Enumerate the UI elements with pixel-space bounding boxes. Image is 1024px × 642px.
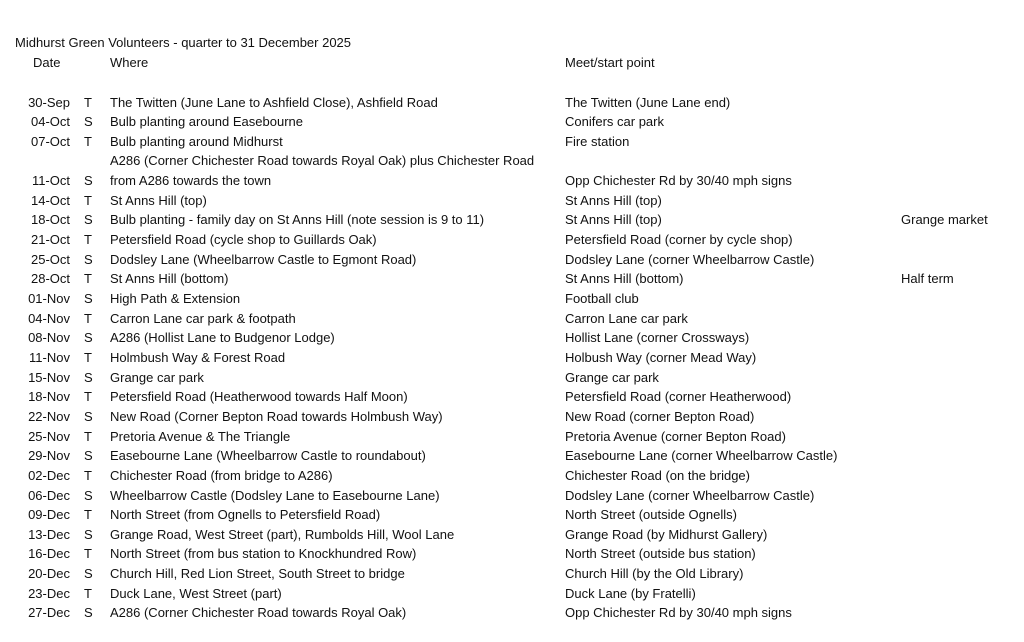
table-row bbox=[0, 468, 1024, 488]
date-cell: 11-Oct bbox=[31, 173, 70, 189]
date-cell: 09-Dec bbox=[28, 507, 70, 523]
date-cell: 27-Dec bbox=[28, 605, 70, 621]
day-cell: S bbox=[84, 114, 93, 130]
where-cell: Bulb planting around Midhurst bbox=[110, 133, 283, 149]
day-cell: S bbox=[84, 448, 93, 464]
where-cell: Petersfield Road (cycle shop to Guillards Oak) bbox=[110, 232, 377, 248]
meet-point-cell: Petersfield Road (corner Heatherwood) bbox=[565, 389, 792, 405]
date-cell: 04-Oct bbox=[30, 114, 70, 130]
where-cell: Petersfield Road (Heatherwood towards Half Moon) bbox=[110, 389, 408, 405]
table-row bbox=[0, 173, 1024, 193]
table-row bbox=[0, 605, 1024, 625]
day-cell: T bbox=[84, 94, 92, 110]
date-cell: 14-Oct bbox=[30, 192, 70, 208]
meet-point-cell: New Road (corner Bepton Road) bbox=[565, 408, 755, 424]
day-cell: S bbox=[84, 173, 93, 189]
meet-point-cell: St Anns Hill (top) bbox=[565, 192, 662, 208]
meet-point-cell: Grange car park bbox=[565, 369, 659, 385]
day-cell: T bbox=[84, 389, 92, 405]
where-header: Where bbox=[110, 55, 149, 70]
meet-point-cell: North Street (outside Ognells) bbox=[565, 507, 737, 523]
meet-point-cell: Dodsley Lane (corner Wheelbarrow Castle) bbox=[565, 251, 815, 267]
where-cell: Easebourne Lane (Wheelbarrow Castle to roundabout) bbox=[110, 448, 426, 464]
day-cell: T bbox=[84, 133, 92, 149]
day-cell: S bbox=[84, 408, 93, 424]
where-cell: High Path & Extension bbox=[110, 291, 241, 306]
meet-point-cell: Grange Road (by Midhurst Gallery) bbox=[565, 526, 768, 542]
meet-point-cell: Easebourne Lane (corner Wheelbarrow Castle) bbox=[565, 448, 838, 464]
where-cell: The Twitten (June Lane to Ashfield Close), Ashfield Road bbox=[110, 94, 438, 110]
meet-point-cell: North Street (outside bus station) bbox=[565, 546, 756, 562]
date-cell: 18-Nov bbox=[28, 389, 70, 405]
table-row bbox=[0, 271, 1024, 291]
date-cell: 11-Nov bbox=[29, 349, 70, 365]
day-cell: S bbox=[84, 526, 93, 542]
where-cell: Carron Lane car park & footpath bbox=[110, 310, 296, 326]
date-cell: 25-Nov bbox=[28, 428, 70, 444]
meet-point-cell: St Anns Hill (top) bbox=[565, 212, 662, 228]
where-cell: North Street (from Ognells to Petersfield Road) bbox=[110, 507, 381, 523]
date-cell: 20-Dec bbox=[28, 566, 70, 582]
date-cell: 16-Dec bbox=[28, 546, 70, 562]
meet-point-cell: Football club bbox=[565, 291, 639, 306]
meet-point-cell: Petersfield Road (corner by cycle shop) bbox=[565, 232, 793, 248]
meet-header: Meet/start point bbox=[565, 55, 655, 70]
date-cell: 13-Dec bbox=[28, 526, 70, 542]
meet-point-cell: Chichester Road (on the bridge) bbox=[565, 467, 750, 483]
meet-point-cell: Pretoria Avenue (corner Bepton Road) bbox=[565, 428, 786, 444]
meet-point-cell: Dodsley Lane (corner Wheelbarrow Castle) bbox=[565, 487, 815, 503]
date-cell: 02-Dec bbox=[28, 467, 70, 483]
table-row bbox=[0, 252, 1024, 272]
note-cell: Grange market bbox=[901, 212, 988, 228]
date-cell: 25-Oct bbox=[30, 251, 70, 267]
date-cell: 28-Oct bbox=[30, 271, 70, 287]
table-row bbox=[0, 566, 1024, 586]
table-row bbox=[0, 134, 1024, 154]
date-cell: 30-Sep bbox=[28, 94, 70, 110]
table-row bbox=[0, 409, 1024, 429]
day-cell: T bbox=[84, 507, 92, 523]
meet-point-cell: Duck Lane (by Fratelli) bbox=[565, 585, 696, 601]
table-row bbox=[0, 330, 1024, 350]
where-cell: St Anns Hill (top) bbox=[110, 192, 207, 208]
day-cell: S bbox=[84, 566, 93, 582]
table-row bbox=[0, 114, 1024, 134]
day-cell: T bbox=[84, 271, 92, 287]
meet-point-cell: Church Hill (by the Old Library) bbox=[565, 566, 744, 582]
table-row bbox=[0, 527, 1024, 547]
where-cell: Grange car park bbox=[110, 369, 204, 385]
where-cell: A286 (Corner Chichester Road towards Royal Oak) bbox=[110, 605, 407, 621]
table-row bbox=[0, 507, 1024, 527]
day-cell: T bbox=[84, 349, 92, 365]
date-cell: 07-Oct bbox=[30, 133, 70, 149]
day-cell: T bbox=[84, 467, 92, 483]
table-row bbox=[0, 311, 1024, 331]
day-cell: T bbox=[84, 232, 92, 248]
where-cell: North Street (from bus station to Knockhundred Row) bbox=[110, 546, 417, 562]
where-cell: Pretoria Avenue & The Triangle bbox=[110, 428, 291, 444]
day-cell: T bbox=[84, 192, 92, 208]
day-cell: T bbox=[84, 310, 92, 326]
table-row bbox=[0, 429, 1024, 449]
date-header: Date bbox=[33, 55, 61, 70]
table-row bbox=[0, 193, 1024, 213]
meet-point-cell: Opp Chichester Rd by 30/40 mph signs bbox=[565, 173, 792, 189]
date-cell: 22-Nov bbox=[28, 408, 70, 424]
meet-point-cell: Conifers car park bbox=[565, 114, 664, 130]
where-cell: Grange Road, West Street (part), Rumbolds Hill, Wool Lane bbox=[110, 526, 455, 542]
where-cell: from A286 towards the town bbox=[110, 173, 272, 189]
day-cell: S bbox=[84, 330, 93, 346]
table-row bbox=[0, 153, 1024, 173]
table-row bbox=[0, 586, 1024, 606]
table-row bbox=[0, 350, 1024, 370]
meet-point-cell: The Twitten (June Lane end) bbox=[565, 94, 731, 110]
where-cell: New Road (Corner Bepton Road towards Holmbush Way) bbox=[110, 408, 443, 424]
table-row bbox=[0, 448, 1024, 468]
table-row bbox=[0, 95, 1024, 115]
day-cell: S bbox=[84, 487, 93, 503]
where-cell: Chichester Road (from bridge to A286) bbox=[110, 467, 333, 483]
table-row bbox=[0, 488, 1024, 508]
where-cell: Bulb planting - family day on St Anns Hill (note session is 9 to 11) bbox=[110, 212, 485, 228]
page-title: Midhurst Green Volunteers - quarter to 31 December 2025 bbox=[15, 35, 352, 50]
where-cell: A286 (Corner Chichester Road towards Royal Oak) plus Chichester Road bbox=[110, 153, 535, 169]
date-cell: 08-Nov bbox=[28, 330, 70, 346]
day-cell: T bbox=[84, 585, 92, 601]
table-row bbox=[0, 546, 1024, 566]
where-cell: St Anns Hill (bottom) bbox=[110, 271, 229, 287]
where-cell: A286 (Hollist Lane to Budgenor Lodge) bbox=[110, 330, 335, 346]
meet-point-cell: Hollist Lane (corner Crossways) bbox=[565, 330, 750, 346]
table-row bbox=[0, 370, 1024, 390]
meet-point-cell: Carron Lane car park bbox=[565, 310, 688, 326]
date-cell: 29-Nov bbox=[28, 448, 70, 464]
date-cell: 01-Nov bbox=[28, 291, 70, 306]
where-cell: Wheelbarrow Castle (Dodsley Lane to Easebourne Lane) bbox=[110, 487, 440, 503]
day-cell: S bbox=[84, 605, 93, 621]
table-row bbox=[0, 232, 1024, 252]
day-cell: S bbox=[84, 212, 93, 228]
meet-point-cell: Opp Chichester Rd by 30/40 mph signs bbox=[565, 605, 792, 621]
where-cell: Duck Lane, West Street (part) bbox=[110, 585, 282, 601]
note-cell: Half term bbox=[901, 271, 954, 287]
day-cell: S bbox=[84, 251, 93, 267]
date-cell: 06-Dec bbox=[28, 487, 70, 503]
day-cell: S bbox=[84, 291, 93, 306]
meet-point-cell: Holbush Way (corner Mead Way) bbox=[565, 349, 757, 365]
date-cell: 15-Nov bbox=[28, 369, 70, 385]
day-cell: S bbox=[84, 369, 93, 385]
date-cell: 18-Oct bbox=[30, 212, 70, 228]
date-cell: 04-Nov bbox=[28, 310, 70, 326]
where-cell: Holmbush Way & Forest Road bbox=[110, 349, 286, 365]
date-cell: 23-Dec bbox=[28, 585, 70, 601]
date-cell: 21-Oct bbox=[30, 232, 70, 248]
table-row bbox=[0, 389, 1024, 409]
meet-point-cell: St Anns Hill (bottom) bbox=[565, 271, 684, 287]
day-cell: T bbox=[84, 428, 92, 444]
meet-point-cell: Fire station bbox=[565, 133, 630, 149]
where-cell: Dodsley Lane (Wheelbarrow Castle to Egmont Road) bbox=[110, 251, 417, 267]
where-cell: Church Hill, Red Lion Street, South Street to bridge bbox=[110, 566, 405, 582]
table-row bbox=[0, 212, 1024, 232]
where-cell: Bulb planting around Easebourne bbox=[110, 114, 303, 130]
table-row bbox=[0, 291, 1024, 311]
day-cell: T bbox=[84, 546, 92, 562]
